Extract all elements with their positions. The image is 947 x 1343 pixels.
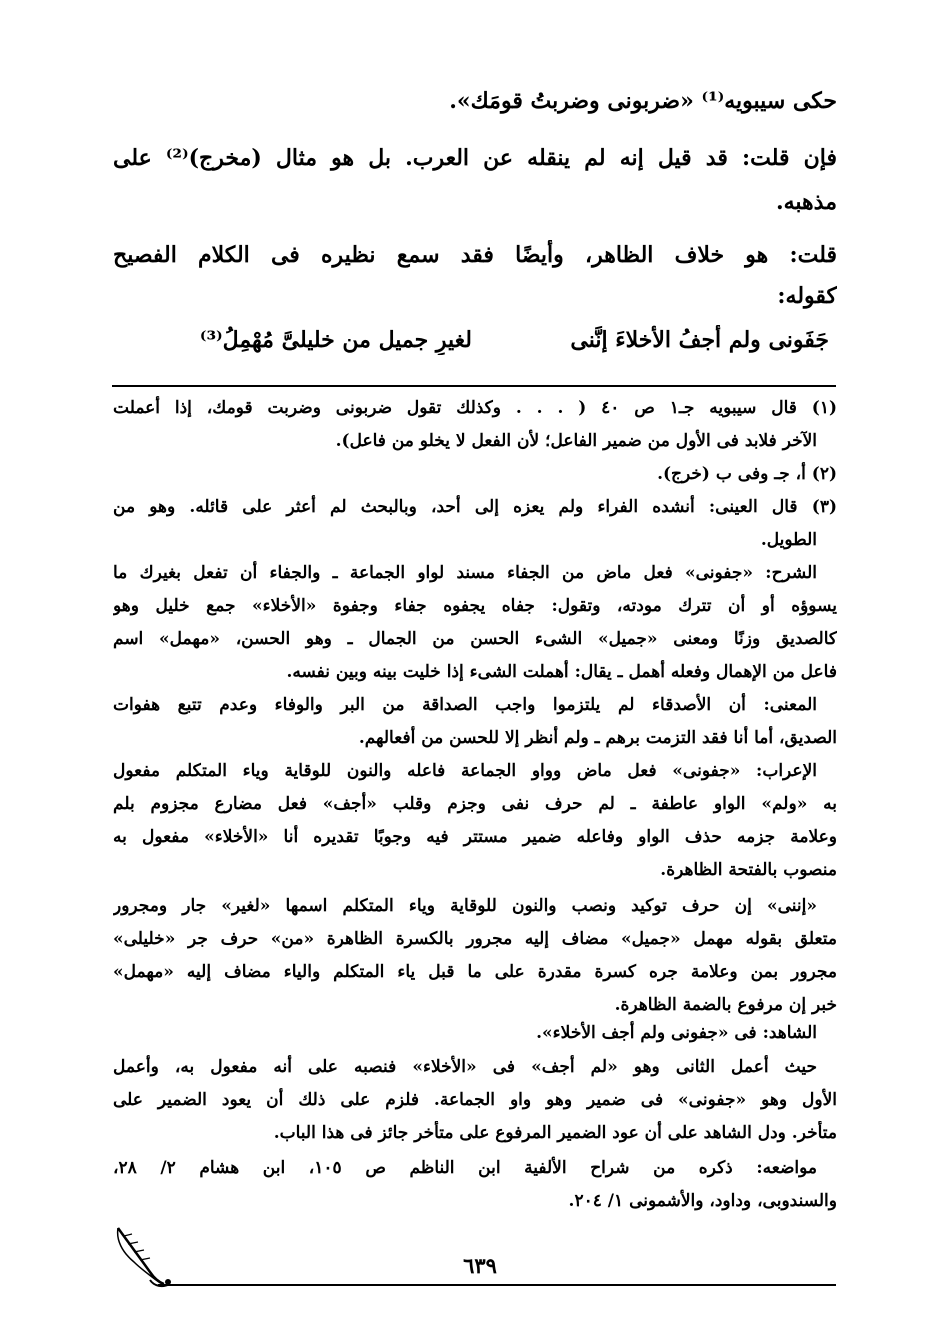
haith-line-2: الأول وهو «جفونى» فى ضمير وهو واو الجماعة. فلزم على ذلك أن يعود الضمير على [113, 1090, 837, 1110]
inni-line-3: مجرور بمن وعلامة جره كسرة مقدرة على ما قبل ياء المتكلم والياء مضاف إليه «مهمل» [113, 962, 837, 982]
irab-line-3: وعلامة جزمه حذف الواو وفاعله ضمير مستتر فيه وجوبًا تقديره أنا «الأخلاء» مفعول به [113, 827, 837, 847]
haith-line-1: حيث أعمل الثانى وهو «لم أجف» فى «الأخلاء» فنصبه على أنه مفعول به، وأعمل [113, 1057, 817, 1077]
shahid-line: الشاهد: فى «جفونى ولم أجف الأخلاء». [536, 1023, 817, 1043]
irab-line-1: الإعراب: «جفونى» فعل ماض وواو الجماعة فاعله والنون للوقاية وياء المتكلم مفعول [113, 761, 817, 781]
sharh-line-1: الشرح: «جفونى» فعل ماض من الجفاء مسند لواو الجماعة ـ والجفاء أن تفعل بغيرك ما [113, 563, 817, 583]
footnote-separator [112, 385, 836, 387]
footnote-1-line-2: الآخر فلابد فى الأول من ضمير الفاعل؛ لأن الفعل لا يخلو من فاعل). [335, 431, 817, 451]
inni-line-2: متعلق بقوله مهمل «جميل» مضاف إليه مجرور بالكسرة الظاهرة «من» حرف جر «خليلى» [113, 929, 837, 949]
mawadi-line-2: والسندوبى، وداود، والأشمونى ١/ ٢٠٤. [568, 1191, 837, 1211]
body-line-2: فإن قلت: قد قيل إنه لم ينقله عن العرب. بل هو مثال (مخرج)⁽²⁾ على [113, 145, 837, 171]
sharh-line-3: كالصديق وزنًا ومعنى «جميل» الشىء الحسن من الجمال ـ وهو الحسن، «مهمل» اسم [113, 629, 837, 649]
verse-second-hemistich: لغيرِ جميل من خليلىَّ مُهْمِلُ⁽³⁾ [199, 327, 472, 353]
sharh-line-4: فاعل من الإهمال وفعله أهمل ـ يقال: أهملت الشىء إذا خليت بينه وبين نفسه. [286, 662, 837, 682]
verse-first-hemistich: جَفَونى ولم أجفُ الأخلاءَ إنَّنى [570, 327, 829, 353]
maana-line-1: المعنى: أن الأصدقاء لم يلتزموا واجب الصداقة من البر والوفاء وعدم تتبع هفوات [113, 695, 817, 715]
sharh-line-2: يسوؤه أو أن تترك مودته، وتقول: جفاه يجفوه جفاء وجفوة «الأخلاء» جمع خليل وهو [113, 596, 837, 616]
body-line-1: حكى سيبويه⁽¹⁾ «ضربونى وضربتُ قومَك». [449, 88, 837, 114]
footnote-3-line-2: الطويل. [760, 530, 817, 550]
irab-line-2: به «ولم» الواو عاطفة ـ لم حرف نفى وجزم وقلب «أجف» فعل مضارع مجزوم بلم [113, 794, 837, 814]
haith-line-3: متأخر. ودل الشاهد على أن عود الضمير المرفوع على متأخر جائز فى هذا الباب. [273, 1123, 837, 1143]
irab-line-4: منصوب بالفتحة الظاهرة. [660, 860, 837, 880]
footnote-1-line-1: (١) قال سيبويه جـ١ ص ٤٠ ( . . . وكذلك تقول ضربونى وضربت قومك، إذا أعملت [113, 398, 837, 418]
body-line-4: قلت: هو خلاف الظاهر، وأيضًا فقد سمع نظيره فى الكلام الفصيح [113, 242, 837, 268]
page-number: ٦٣٩ [463, 1253, 497, 1278]
page-bottom-rule [158, 1284, 836, 1286]
body-line-3: مذهبه. [775, 189, 837, 215]
maana-line-2: الصديق، أما أنا فقد التزمت برهم ـ ولم أنظر إلا للحسن من أفعالهم. [358, 728, 837, 748]
inni-line-1: «إننى» إن حرف توكيد ونصب والنون للوقاية وياء المتكلم اسمها «لغير» جار ومجرور [113, 896, 817, 916]
mawadi-line-1: مواضعه: ذكره من شراح الألفية ابن الناظم ص ١٠٥، ابن هشام ٢/ ٢٨، [113, 1158, 817, 1178]
footnote-2: (٢) أ، جـ وفى ب (خرج). [657, 464, 837, 484]
footnote-3-line-1: (٣) قال العينى: أنشده الفراء ولم يعزه إلى أحد، وبالبحث لم أعثر على قائله. وهو من [113, 497, 837, 517]
inni-line-4: خبر إن مرفوع بالضمة الظاهرة. [614, 995, 837, 1015]
quill-icon [110, 1222, 180, 1292]
body-line-5: كقوله: [777, 283, 837, 309]
